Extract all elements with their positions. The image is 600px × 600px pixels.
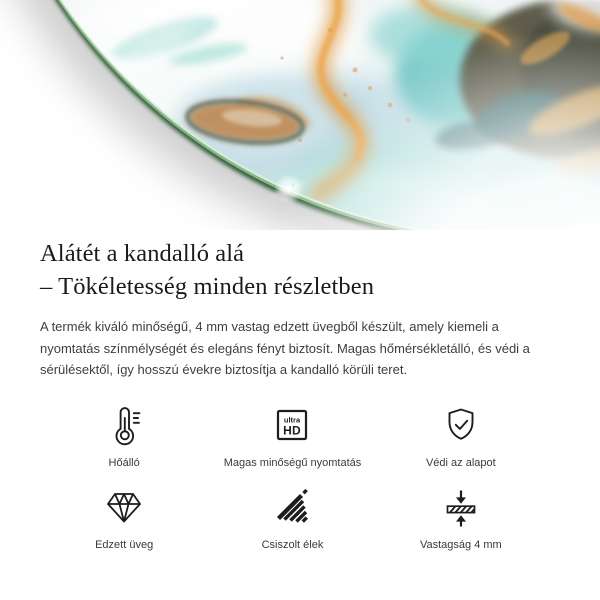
ultra-hd-icon xyxy=(270,403,314,447)
feature-tempered-glass xyxy=(52,485,196,551)
product-description: A termék kiváló minőségű, 4 mm vastag edzett üvegből készült, amely kiemeli a nyomtatás színmélységét és elegáns fényt biztosít. Magas hőmérsékletálló, és védi a sérülésektől, így hosszú évekre biztosítja a kandalló körüli teret. xyxy=(40,319,530,378)
fireplace-glass-mat-image xyxy=(0,0,600,230)
feature-ultra-hd-print xyxy=(196,403,388,469)
thermometer-icon xyxy=(102,403,146,447)
feature-polished-edges xyxy=(196,485,388,551)
polished-edges-icon xyxy=(270,485,314,529)
feature-label: Magas minőségű nyomtatás xyxy=(223,456,362,469)
content xyxy=(0,230,600,551)
diamond-icon xyxy=(102,485,146,529)
title-line-2: – Tökéletesség minden részletben xyxy=(40,272,375,300)
feature-protects-base xyxy=(389,403,533,469)
feature-thickness xyxy=(389,485,533,551)
ultra-hd-text-top: ultra xyxy=(284,415,301,425)
feature-label: Védi az alapot xyxy=(425,456,496,469)
feature-grid xyxy=(40,403,545,551)
product-photo xyxy=(0,0,600,230)
ultra-hd-text-bottom: HD xyxy=(283,423,302,438)
feature-label: Hőálló xyxy=(108,456,140,469)
title-line-1: Alátét a kandalló alá xyxy=(40,240,245,267)
feature-heat-resistant xyxy=(52,403,196,469)
thickness-icon xyxy=(439,485,483,529)
shield-check-icon xyxy=(439,403,483,447)
feature-label: Vastagság 4 mm xyxy=(419,538,502,551)
feature-label: Edzett üveg xyxy=(95,538,154,551)
feature-label: Csiszolt élek xyxy=(261,538,324,551)
page-title xyxy=(40,238,545,303)
